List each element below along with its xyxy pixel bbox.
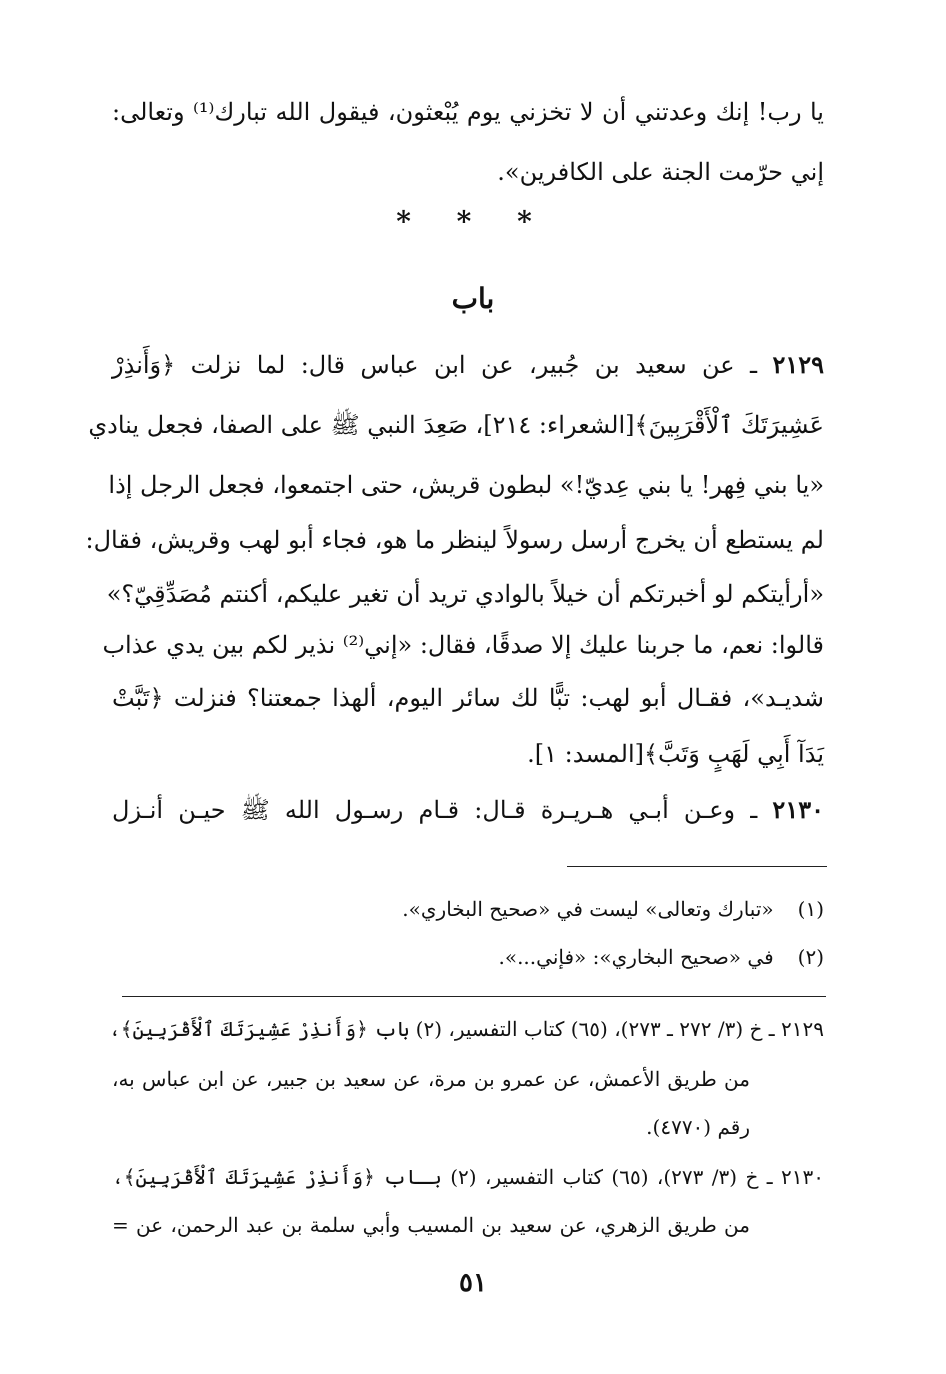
footnote-text: «تبارك وتعالى» ليست في «صحيح البخاري». [402, 897, 774, 921]
source-2129-line-3: رقم (٤٧٧٠). [646, 1115, 750, 1139]
footnote-number: (١) [797, 897, 824, 921]
hadith-2130-line-1 [112, 790, 824, 830]
hadith-number: ٢١٢٩ [772, 350, 824, 379]
footnote-number: (٢) [797, 945, 824, 969]
section-heading: باب [451, 282, 495, 315]
source-2130-line-1: ٢١٣٠ ـ خ (٣/ ٢٧٣)، (٦٥) كتاب التفسير، (٢) بـاب ﴿وَأَنذِرْ عَشِيرَتَكَ ٱلْأَقْرَبِينَ﴾، [112, 1165, 824, 1189]
sources-divider [122, 996, 826, 997]
hadith-2129-line-6: قالوا: نعم، ما جربنا عليك إلا صدقًا، فقال: «إني⁽²⁾ نذير لكم بين يدي عذاب [102, 631, 824, 659]
hadith-2129-line-3: «يا بني فِهر! يا بني عِديّ!» لبطون قريش، حتى اجتمعوا، فجعل الرجل إذا [108, 471, 824, 499]
hadith-2129-line-2: عَشِيرَتَكَ ٱلْأَقْرَبِينَ﴾[الشعراء: ٢١٤]، صَعِدَ النبي ﷺ على الصفا، فجعل ينادي [88, 411, 824, 439]
section-separator: * * * [396, 205, 550, 238]
hadith-2129-line-4: لم يستطع أن يخرج أرسل رسولاً لينظر ما هو، فجاء أبو لهب وقريش، فقال: [85, 526, 824, 554]
hadith-2129-line-8: يَدَآ أَبِي لَهَبٍ وَتَبَّ﴾[المسد: ١]. [527, 740, 824, 768]
intro-line-1: يا رب! إنك وعدتني أن لا تخزني يوم يُبْعثون، فيقول الله تبارك⁽¹⁾ وتعالى: [112, 98, 824, 126]
source-2129-line-2: من طريق الأعمش، عن عمرو بن مرة، عن سعيد بن جبير، عن ابن عباس به، [112, 1067, 750, 1091]
hadith-2129-line-1 [112, 345, 824, 385]
hadith-2129-line-7: شديـد»، فقـال أبو لهب: تبًّا لك سائر اليوم، ألهذا جمعتنا؟ فنزلت ﴿تَبَّتْ [112, 684, 824, 712]
hadith-text: ـ عن سعيد بن جُبير، عن ابن عباس قال: لما نزلت ﴿وَأَنذِرْ [112, 351, 758, 379]
footnote-1 [112, 892, 824, 926]
source-2129-line-1: ٢١٢٩ ـ خ (٣/ ٢٧٢ ـ ٢٧٣)، (٦٥) كتاب التفسير، (٢) باب ﴿وَأَنذِرْ عَشِيرَتَكَ ٱلْأَقْرَبِينَ﴾، [109, 1017, 824, 1041]
hadith-2129-line-5: «أرأيتكم لو أخبرتكم أن خيلاً بالوادي تريد أن تغير عليكم، أكنتم مُصَدِّقِيّ؟» [106, 580, 824, 608]
footnote-divider [567, 866, 827, 867]
intro-line-2: إني حرّمت الجنة على الكافرين». [497, 158, 824, 186]
source-2130-line-2: من طريق الزهري، عن سعيد بن المسيب وأبي سلمة بن عبد الرحمن، عن = [112, 1213, 750, 1237]
footnote-text: في «صحيح البخاري»: «فإني...». [498, 945, 774, 969]
hadith-text: ـ وعـن أبـي هـريـرة قـال: قـام رسـول الله ﷺ حيـن أنـزل [112, 796, 758, 824]
footnote-2 [112, 940, 824, 974]
page-number: ٥١ [459, 1268, 487, 1298]
hadith-number: ٢١٣٠ [772, 795, 824, 824]
